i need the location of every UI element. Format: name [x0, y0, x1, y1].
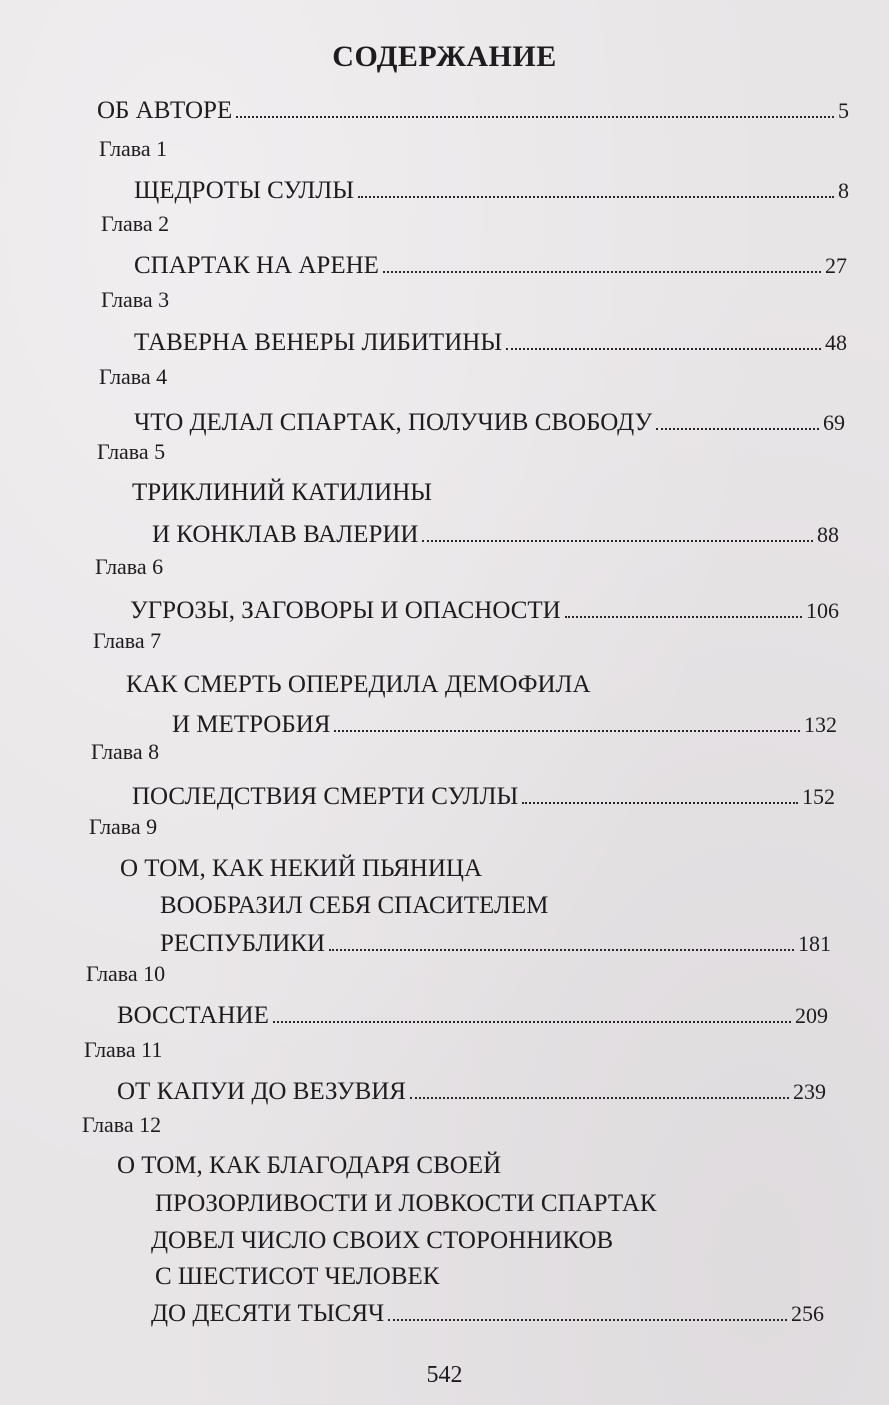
toc-page-number: 8	[838, 178, 849, 203]
dot-leader	[656, 428, 819, 430]
toc-entry-title: ДО ДЕСЯТИ ТЫСЯЧ	[151, 1300, 385, 1327]
dot-leader	[506, 348, 821, 350]
dot-leader	[422, 540, 813, 542]
chapter-label: Глава 10	[86, 961, 166, 986]
toc-page-number: 132	[804, 712, 837, 737]
chapter-label: Глава 9	[89, 814, 158, 839]
chapter-label: Глава 2	[101, 211, 170, 236]
chapter-label: Глава 7	[93, 628, 162, 653]
chapter-label: Глава 4	[99, 364, 168, 389]
toc-entry-chapter-12	[151, 1301, 824, 1326]
toc-entry-chapter-9	[160, 931, 831, 956]
toc-entry-title: И КОНКЛАВ ВАЛЕРИИ	[152, 521, 419, 548]
chapter-label: Глава 5	[97, 439, 166, 464]
toc-page-number: 69	[823, 410, 845, 435]
dot-leader	[273, 1021, 791, 1023]
toc-entry-chapter-11	[117, 1079, 826, 1104]
toc-entry-title: ПОСЛЕДСТВИЯ СМЕРТИ СУЛЛЫ	[132, 783, 519, 810]
page-number: 542	[426, 1362, 463, 1388]
toc-entry-title: О ТОМ, КАК БЛАГОДАРЯ СВОЕЙ	[117, 1152, 502, 1179]
chapter-label: Глава 12	[82, 1112, 162, 1137]
dot-leader	[410, 1097, 789, 1099]
chapter-label: Глава 1	[99, 136, 168, 161]
toc-page-number: 239	[793, 1079, 826, 1104]
toc-entry-chapter-6	[130, 598, 839, 623]
chapter-label: Глава 11	[84, 1037, 163, 1062]
toc-entry-chapter-4	[134, 410, 845, 435]
dot-leader	[236, 116, 834, 118]
toc-entry-title: ДОВЕЛ ЧИСЛО СВОИХ СТОРОННИКОВ	[151, 1227, 614, 1254]
toc-page-number: 256	[791, 1301, 824, 1326]
toc-entry-title: ТРИКЛИНИЙ КАТИЛИНЫ	[132, 479, 433, 506]
toc-entry-title: О ТОМ, КАК НЕКИЙ ПЬЯНИЦА	[120, 855, 483, 882]
toc-page-number: 209	[795, 1003, 828, 1028]
toc-page-number: 152	[802, 784, 835, 809]
toc-entry-title: КАК СМЕРТЬ ОПЕРЕДИЛА ДЕМОФИЛА	[126, 671, 591, 698]
toc-entry-chapter-2	[134, 253, 847, 278]
toc-entry-chapter-5	[152, 522, 839, 547]
toc-entry-chapter-1	[134, 178, 849, 203]
toc-entry-title: ТАВЕРНА ВЕНЕРЫ ЛИБИТИНЫ	[134, 329, 503, 356]
toc-entry-title: УГРОЗЫ, ЗАГОВОРЫ И ОПАСНОСТИ	[130, 597, 561, 624]
dot-leader	[388, 1319, 787, 1321]
toc-page-number: 106	[806, 598, 839, 623]
toc-entry-title: ПРОЗОРЛИВОСТИ И ЛОВКОСТИ СПАРТАК	[155, 1190, 657, 1217]
toc-entry-chapter-3	[134, 330, 847, 355]
chapter-label: Глава 3	[101, 287, 170, 312]
toc-entry-chapter-7	[172, 712, 837, 737]
toc-page-number: 5	[838, 98, 849, 123]
toc-page-number: 27	[825, 253, 847, 278]
toc-entry-chapter-10	[117, 1003, 828, 1028]
toc-entry-title: РЕСПУБЛИКИ	[160, 930, 326, 957]
toc-entry-title: ВОССТАНИЕ	[117, 1002, 269, 1029]
toc-entry-title: ОБ АВТОРЕ	[97, 97, 233, 124]
toc-entry-title: ЧТО ДЕЛАЛ СПАРТАК, ПОЛУЧИВ СВОБОДУ	[134, 409, 653, 436]
toc-entry-title: С ШЕСТИСОТ ЧЕЛОВЕК	[155, 1263, 440, 1290]
dot-leader	[358, 196, 834, 198]
dot-leader	[329, 949, 794, 951]
toc-page-number: 181	[798, 931, 831, 956]
toc-page-number: 88	[817, 522, 839, 547]
toc-entry-title: СПАРТАК НА АРЕНЕ	[134, 252, 379, 279]
dot-leader	[565, 616, 802, 618]
dot-leader	[334, 730, 800, 732]
toc-page-number: 48	[825, 330, 847, 355]
dot-leader	[383, 271, 821, 273]
page-title: СОДЕРЖАНИЕ	[332, 40, 557, 73]
toc-entry-title: ВООБРАЗИЛ СЕБЯ СПАСИТЕЛЕМ	[160, 892, 549, 919]
toc-entry-chapter-8	[132, 784, 835, 809]
toc-entry-title: И МЕТРОБИЯ	[172, 711, 331, 738]
toc-entry-title: ЩЕДРОТЫ СУЛЛЫ	[134, 177, 355, 204]
toc-entry-about	[97, 98, 849, 123]
chapter-label: Глава 8	[91, 739, 160, 764]
chapter-label: Глава 6	[95, 554, 164, 579]
dot-leader	[522, 802, 798, 804]
toc-entry-title: ОТ КАПУИ ДО ВЕЗУВИЯ	[117, 1078, 406, 1105]
